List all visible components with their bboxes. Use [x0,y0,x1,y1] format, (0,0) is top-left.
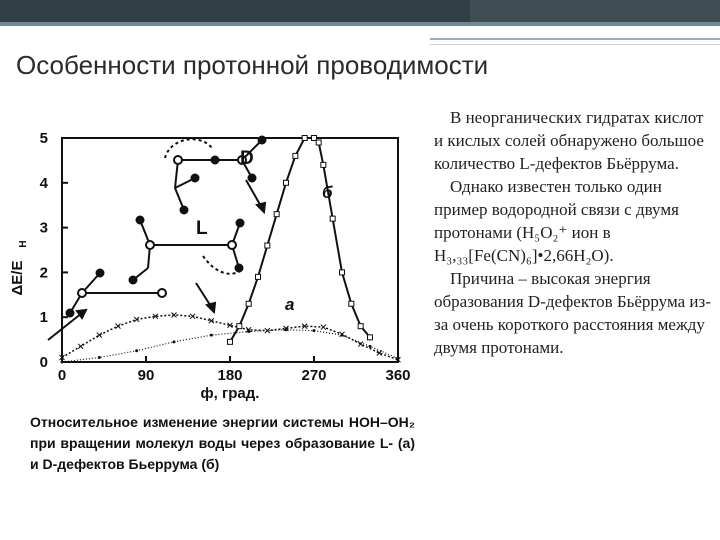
figure-caption: Относительное изменение энергии системы HOH–OH₂ при вращении молекул воды через образование L- (а) и D-дефектов Бьеррума (б) [30,414,415,472]
data-point [293,153,298,158]
slide-title: Особенности протонной проводимости [16,50,489,80]
data-point [341,334,344,337]
x-axis-label: ф, град. [200,385,260,402]
y-tick-label: 1 [39,309,48,327]
body-text [434,106,714,359]
data-point [274,212,279,217]
x-tick-label: 270 [301,367,327,384]
chart-annotation: б [322,183,333,202]
data-point [98,356,101,359]
data-point [340,270,345,275]
series-line [62,315,398,360]
paragraph-3: Причина – высокая энергия образования D-дефектов Бьёррума из-за очень короткого расстояния между двумя протонами. [434,269,711,357]
x-tick-label: 360 [385,367,411,384]
energy-chart [0,108,425,413]
data-point [228,339,233,344]
y-axis-label-subscript: H [18,240,29,248]
data-point [321,162,326,167]
data-point [78,344,83,349]
y-tick-label: 5 [39,130,48,147]
data-point [302,136,307,141]
data-point [190,314,195,319]
chart-annotation: a [285,295,295,314]
y-tick-label: 0 [39,354,48,371]
chart-annotation: D [240,148,254,169]
y-axis-label: ΔE/E [9,260,26,296]
data-point [173,340,176,343]
decorative-rule [430,38,720,40]
decorative-rule-thin [430,44,720,45]
data-point [247,330,250,333]
chart-annotation: L [196,218,208,239]
data-point [246,301,251,306]
data-point [321,325,326,330]
data-point [358,324,363,329]
data-point [285,328,288,331]
data-point [210,334,213,337]
data-point [368,335,373,340]
paragraph-1: В неорганических гидратах кислот и кислых солей обнаружено большое количество L-дефектов Бьёррума. [434,108,704,173]
data-point [265,328,270,333]
data-point [256,274,261,279]
paragraph-2: Однако известен только один пример водородной связи с двумя протонами (H₅O₂⁺ ион в H₃,₃₃[Fe(CN)₆]•2,66H₂O). [434,177,679,265]
data-point [330,216,335,221]
molecule-diagrams [48,137,266,341]
data-point [237,324,242,329]
plot-frame [62,138,398,362]
slide-top-bar [0,0,720,22]
data-point [172,312,177,317]
data-point [349,301,354,306]
x-tick-label: 0 [57,367,67,384]
x-tick-label: 180 [217,367,243,384]
data-point [265,243,270,248]
top-bar-stripe [0,22,720,26]
data-point [313,329,316,332]
data-point [97,333,102,338]
top-bar-accent [470,0,720,22]
y-tick-label: 2 [39,264,48,282]
data-point [316,140,321,145]
data-point [135,349,138,352]
data-point [61,361,64,364]
data-point [369,345,372,348]
x-tick-label: 90 [137,367,155,384]
data-point [284,180,289,185]
y-tick-label: 4 [39,174,48,192]
y-tick-label: 3 [39,219,48,237]
data-point [397,357,400,360]
